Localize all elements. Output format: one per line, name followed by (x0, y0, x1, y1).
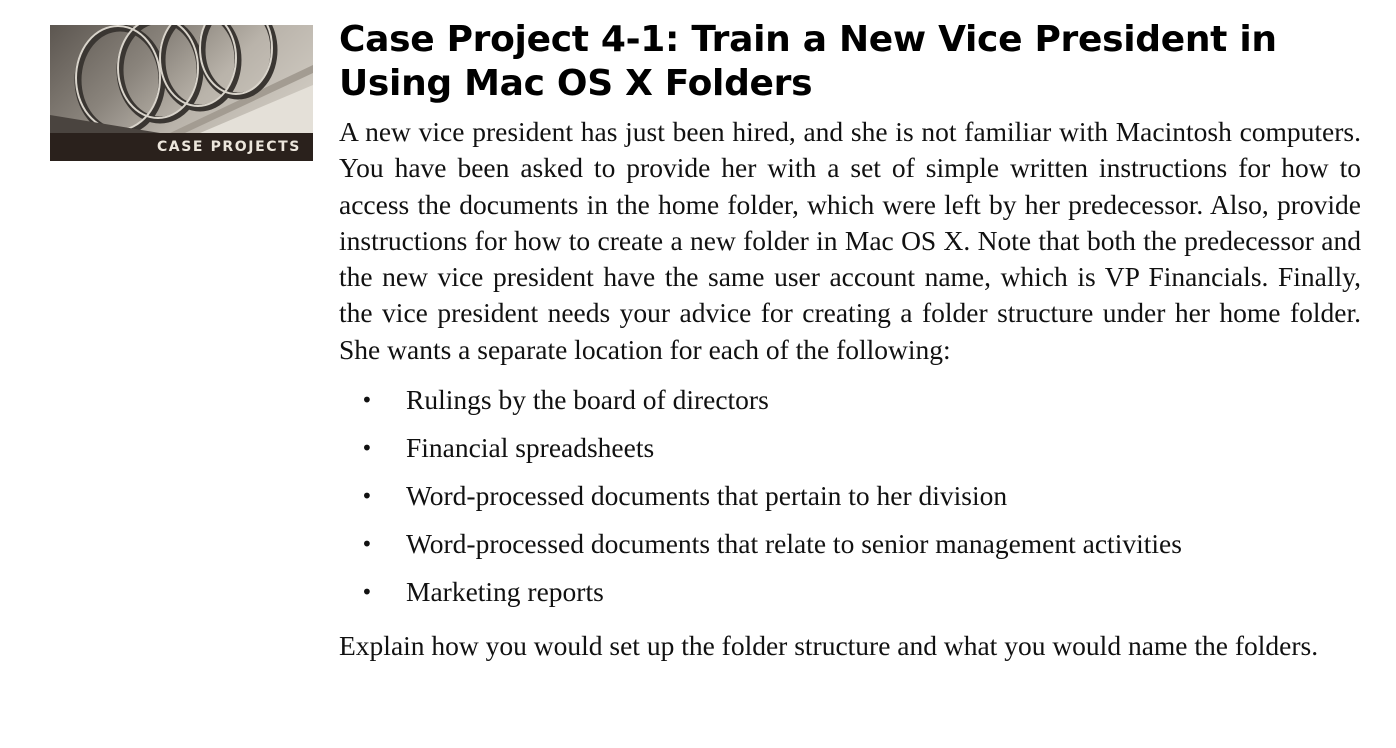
bullet-icon: • (361, 436, 373, 461)
case-project-intro: A new vice president has just been hired, and she is not familiar with Macintosh computers. You have been asked to provide her with a set of simple written instructions for how to access the documents in the home folder, which were left by her predecessor. Also, provide instructions for how to create a new folder in Mac OS X. Note that both the predecessor and the new vice president have the same user account name, which is VP Financials. Finally, the vice president needs your advice for creating a folder structure under her home folder. She wants a separate location for each of the following: (339, 116, 1361, 365)
list-item (339, 430, 1361, 466)
badge-label: CASE PROJECTS (156, 139, 301, 155)
bullet-icon: • (361, 484, 373, 509)
binder-rings-icon (50, 25, 313, 133)
bullet-icon: • (361, 532, 373, 557)
list-item (339, 574, 1361, 610)
list-item (339, 382, 1361, 418)
list-item (339, 526, 1361, 562)
case-projects-badge (50, 25, 313, 161)
case-project-title: Case Project 4-1: Train a New Vice President in Using Mac OS X Folders (339, 19, 1277, 104)
binder-rings-image (50, 25, 313, 133)
bullet-icon: • (361, 580, 373, 605)
list-item-text: Word-processed documents that pertain to her division (406, 480, 1008, 512)
list-item-text: Word-processed documents that relate to senior management activities (406, 528, 1182, 560)
list-item (339, 478, 1361, 514)
folder-requirements-list (339, 382, 1361, 610)
list-item-text: Marketing reports (406, 576, 604, 608)
case-project-closing: Explain how you would set up the folder structure and what you would name the folders. (339, 630, 1319, 662)
case-project-section (339, 18, 1361, 664)
list-item-text: Rulings by the board of directors (406, 384, 769, 416)
list-item-text: Financial spreadsheets (406, 432, 655, 464)
bullet-icon: • (361, 388, 373, 413)
